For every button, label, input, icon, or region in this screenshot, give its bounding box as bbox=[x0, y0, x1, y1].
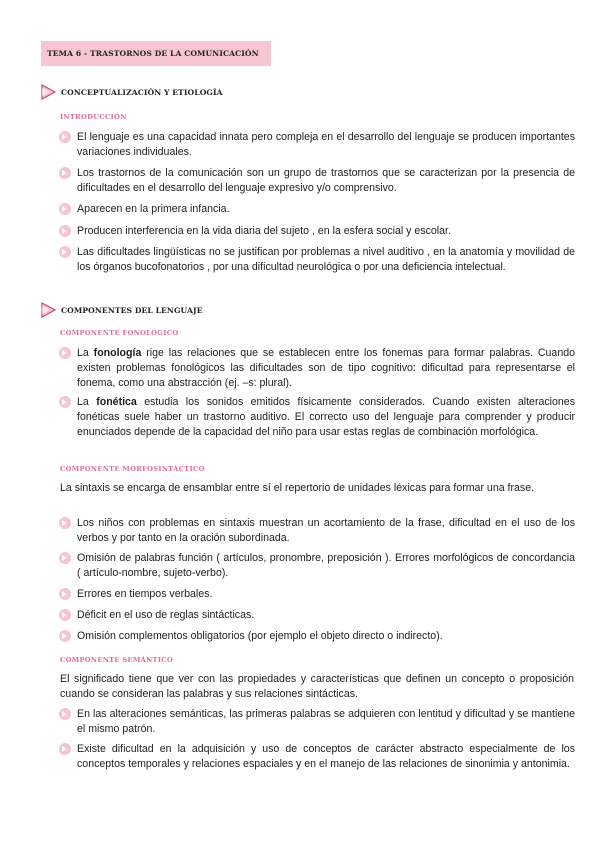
subheading-introduccion: INTRODUCCIÓN bbox=[60, 113, 127, 121]
list-item: Existe dificultad en la adquisición y uso de conceptos de carácter abstracto especialmente de los conceptos temporales y relaciones espaciales y en el manejo de las relaciones de sinonimia y antonimia. bbox=[59, 742, 575, 772]
bullet-arrow-icon bbox=[59, 203, 71, 215]
bullet-arrow-icon bbox=[59, 517, 71, 529]
bullet-arrow-icon bbox=[59, 630, 71, 642]
list-item: Los trastornos de la comunicación son un grupo de trastornos que se caracterizan por la presencia de dificultades en el desarrollo del lenguaje expresivo y/o comprensivo. bbox=[59, 166, 575, 196]
bullet-arrow-icon bbox=[59, 743, 71, 755]
bullet-arrow-icon bbox=[59, 708, 71, 720]
section-heading-conceptualizacion bbox=[40, 84, 223, 100]
list-item: Producen interferencia en la vida diaria del sujeto , en la esfera social y escolar. bbox=[59, 224, 575, 239]
paragraph: El significado tiene que ver con las propiedades y características que definen un concepto o proposición cuando se consideran las palabras y sus relaciones sintácticas. bbox=[60, 673, 574, 700]
bullet-arrow-icon bbox=[59, 131, 71, 143]
list-item: La fonética estudia los sonidos emitidos físicamente considerados. Cuando existen alteraciones fonéticas suele haber un trastorno auditivo. El correcto uso del lenguaje para comprender y producir enunciados depende de la capacidad del niño para usar estas reglas de combinación morfológica. bbox=[59, 395, 575, 440]
list-item: El lenguaje es una capacidad innata pero compleja en el desarrollo del lenguaje se producen importantes variaciones individuales. bbox=[59, 130, 575, 160]
bullet-arrow-icon bbox=[59, 347, 71, 359]
bullet-arrow-icon bbox=[59, 396, 71, 408]
list-item: En las alteraciones semánticas, las primeras palabras se adquieren con lentitud y dificultad y se mantiene el mismo patrón. bbox=[59, 707, 575, 737]
bullet-arrow-icon bbox=[59, 225, 71, 237]
paragraph: La sintaxis se encarga de ensamblar entre sí el repertorio de unidades léxicas para formar una frase. bbox=[60, 482, 535, 494]
section-title: CONCEPTUALIZACIÓN Y ETIOLOGÍA bbox=[61, 87, 223, 97]
page-title: TEMA 6 - TRASTORNOS DE LA COMUNICACIÓN bbox=[47, 49, 259, 58]
list-item: Los niños con problemas en sintaxis muestran un acortamiento de la frase, dificultad en el uso de los verbos y por tanto en la oración subordinada. bbox=[59, 516, 575, 546]
bullet-arrow-icon bbox=[59, 167, 71, 179]
section-heading-componentes bbox=[40, 302, 203, 318]
list-item: Errores en tiempos verbales. bbox=[59, 587, 575, 602]
list-item: Las dificultades lingüísticas no se justifican por problemas a nivel auditivo , en la anatomía y movilidad de los órganos bucofonatorios , por una dificultad neurológica o por una deficiencia intelectual. bbox=[59, 245, 575, 275]
list-item: Omisión complementos obligatorios (por ejemplo el objeto directo o indirecto). bbox=[59, 629, 575, 644]
triangle-bullet-icon bbox=[40, 84, 56, 100]
list-item: Aparecen en la primera infancia. bbox=[59, 202, 575, 217]
subheading-semantico: COMPONENTE SEMÁNTICO bbox=[60, 656, 174, 664]
bullet-arrow-icon bbox=[59, 609, 71, 621]
subheading-morfosintactico: COMPONENTE MORFOSINTÁCTICO bbox=[60, 465, 205, 473]
bullet-arrow-icon bbox=[59, 552, 71, 564]
bullet-arrow-icon bbox=[59, 246, 71, 258]
title-banner bbox=[41, 41, 271, 66]
list-item: Déficit en el uso de reglas sintácticas. bbox=[59, 608, 575, 623]
triangle-bullet-icon bbox=[40, 302, 56, 318]
bullet-arrow-icon bbox=[59, 588, 71, 600]
list-item: Omisión de palabras función ( artículos, pronombre, preposición ). Errores morfológicos de concordancia ( artículo-nombre, sujeto-verbo). bbox=[59, 551, 575, 581]
list-item: La fonología rige las relaciones que se establecen entre los fonemas para formar palabras. Cuando existen problemas fonológicos las dificultades son de tipo cognitivo: dificultad para representarse el fonema, como una abstracción (ej. –s: plural). bbox=[59, 346, 575, 391]
subheading-fonologico: COMPONENTE FONOLÓGICO bbox=[60, 329, 179, 337]
section-title: COMPONENTES DEL LENGUAJE bbox=[61, 305, 203, 315]
